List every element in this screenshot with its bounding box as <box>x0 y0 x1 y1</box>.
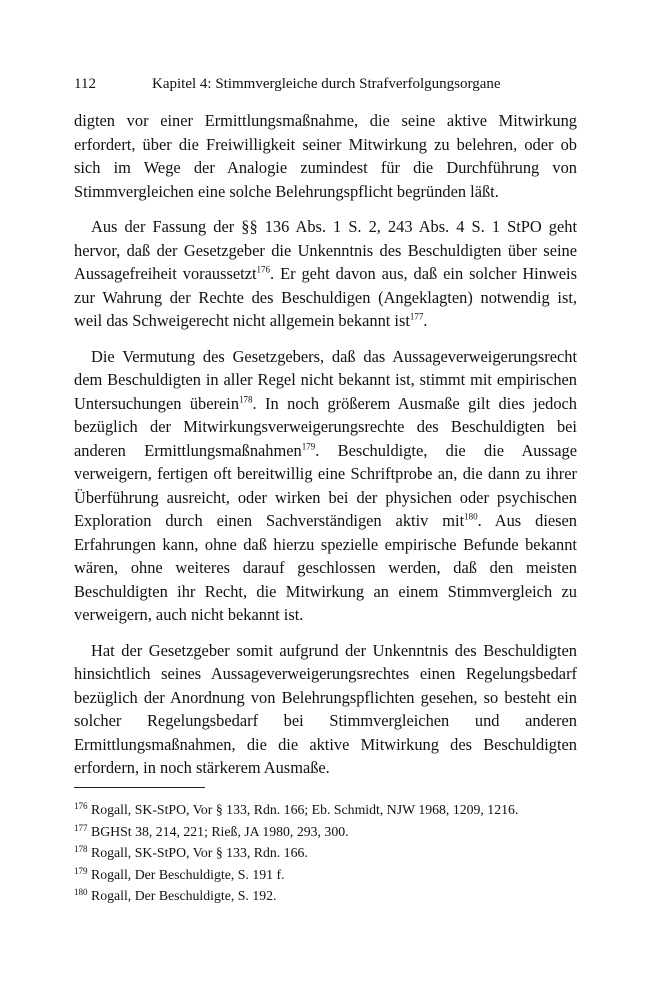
footnote-marker[interactable]: 177 <box>409 311 424 322</box>
paragraph <box>74 215 577 333</box>
footnote-marker[interactable]: 178 <box>239 394 253 405</box>
paragraph-text: Aus der Fassung der §§ 136 Abs. 1 S. 2, 243 Abs. 4 S. 1 StPO geht hervor, daß der Gesetzgeber die Unkenntnis des Beschuldigten über seine Aussagefreiheit voraussetzt <box>74 217 577 283</box>
footnote-text: Rogall, Der Beschuldigte, S. 192. <box>91 888 277 903</box>
paragraph-text: . In noch größerem Ausmaße gilt dies jedoch bezüglich der Mitwirkungsverweigerungsrechte des Beschuldigten bei anderen Ermittlungsmaßnahmen <box>74 393 577 460</box>
paragraph <box>74 345 577 627</box>
paragraph-text: digten vor einer Ermittlungsmaßnahme, die seine aktive Mitwirkung erfordert, über die Freiwilligkeit seiner Mitwirkung zu belehren, oder ob sich im Wege der Analogie zumindest für die Durchführung von Stimmvergleichen eine solche Belehrungspflicht begründen läßt. <box>74 111 577 201</box>
footnote: 180 Rogall, Der Beschuldigte, S. 192. <box>74 887 277 903</box>
footnote-separator <box>74 787 205 788</box>
footnotes <box>74 799 577 907</box>
running-header <box>74 75 501 93</box>
footnote-text: Rogall, SK-StPO, Vor § 133, Rdn. 166; Eb. Schmidt, NJW 1968, 1209, 1216. <box>91 802 519 817</box>
paragraph <box>74 109 577 203</box>
paragraph <box>74 639 577 780</box>
footnote-marker[interactable]: 179 <box>301 441 316 452</box>
paragraph-text: Die Vermutung des Gesetzgebers, daß das Aussageverweigerungsrecht dem Beschuldigten in aller Regel nicht bekannt ist, stimmt mit empirischen Untersuchungen überein <box>74 346 577 413</box>
footnote: 178 Rogall, SK-StPO, Vor § 133, Rdn. 166. <box>74 844 308 860</box>
footnote: 179 Rogall, Der Beschuldigte, S. 191 f. <box>74 865 285 882</box>
page-number: 112 <box>74 76 96 92</box>
footnote: 176 Rogall, SK-StPO, Vor § 133, Rdn. 166; Eb. Schmidt, NJW 1968, 1209, 1216. <box>74 801 519 817</box>
paragraph-text: . Beschuldigte, die die Aussage verweigern, fertigen oft bereitwillig eine Schriftprobe an, die dann zu ihrer Überführung ausreicht, oder wirken bei der physichen oder psychischen Exploration durch einen Sachverständigen aktiv mit <box>74 440 577 530</box>
paragraph-text: Hat der Gesetzgeber somit aufgrund der Unkenntnis des Beschuldigten hinsichtlich seines Aussageverweigerungsrechtes einen Regelungsbedarf bezüglich der Anordnung von Belehrungspflichten gesehen, so besteht ein solcher Regelungsbedarf bei Stimmvergleichen und anderen Ermittlungsmaßnahmen, die die aktive Mitwirkung des Beschuldigten erfordern, in noch stärkerem Ausmaße. <box>74 640 577 777</box>
chapter-title: Kapitel 4: Stimmvergleiche durch Strafverfolgungsorgane <box>152 76 501 92</box>
footnote-text: Rogall, Der Beschuldigte, S. 191 f. <box>91 866 285 882</box>
footnote-marker[interactable]: 180 <box>464 511 478 522</box>
footnote-text: BGHSt 38, 214, 221; Rieß, JA 1980, 293, 300. <box>91 823 349 839</box>
paragraph-text: . <box>423 311 428 330</box>
footnote-text: Rogall, SK-StPO, Vor § 133, Rdn. 166. <box>91 845 308 860</box>
paragraph-text: . Er geht davon aus, daß ein solcher Hinweis zur Wahrung der Rechte des Beschuldigen (Angeklagten) notwendig ist, weil das Schweigerecht nicht allgemein bekannt ist <box>74 264 577 330</box>
paragraph-text: . Aus diesen Erfahrungen kann, ohne daß hierzu spezielle empirische Befunde bekannt wären, ohne weiteres darauf geschlossen werden, daß den meisten Beschuldigten ihr Recht, die Mitwirkung an einem Stimmvergleich zu verweigern, auch nicht bekannt ist. <box>74 511 577 624</box>
footnote: 177 BGHSt 38, 214, 221; Rieß, JA 1980, 293, 300. <box>74 822 349 839</box>
body-text <box>74 109 577 792</box>
footnote-marker[interactable]: 176 <box>256 264 271 275</box>
